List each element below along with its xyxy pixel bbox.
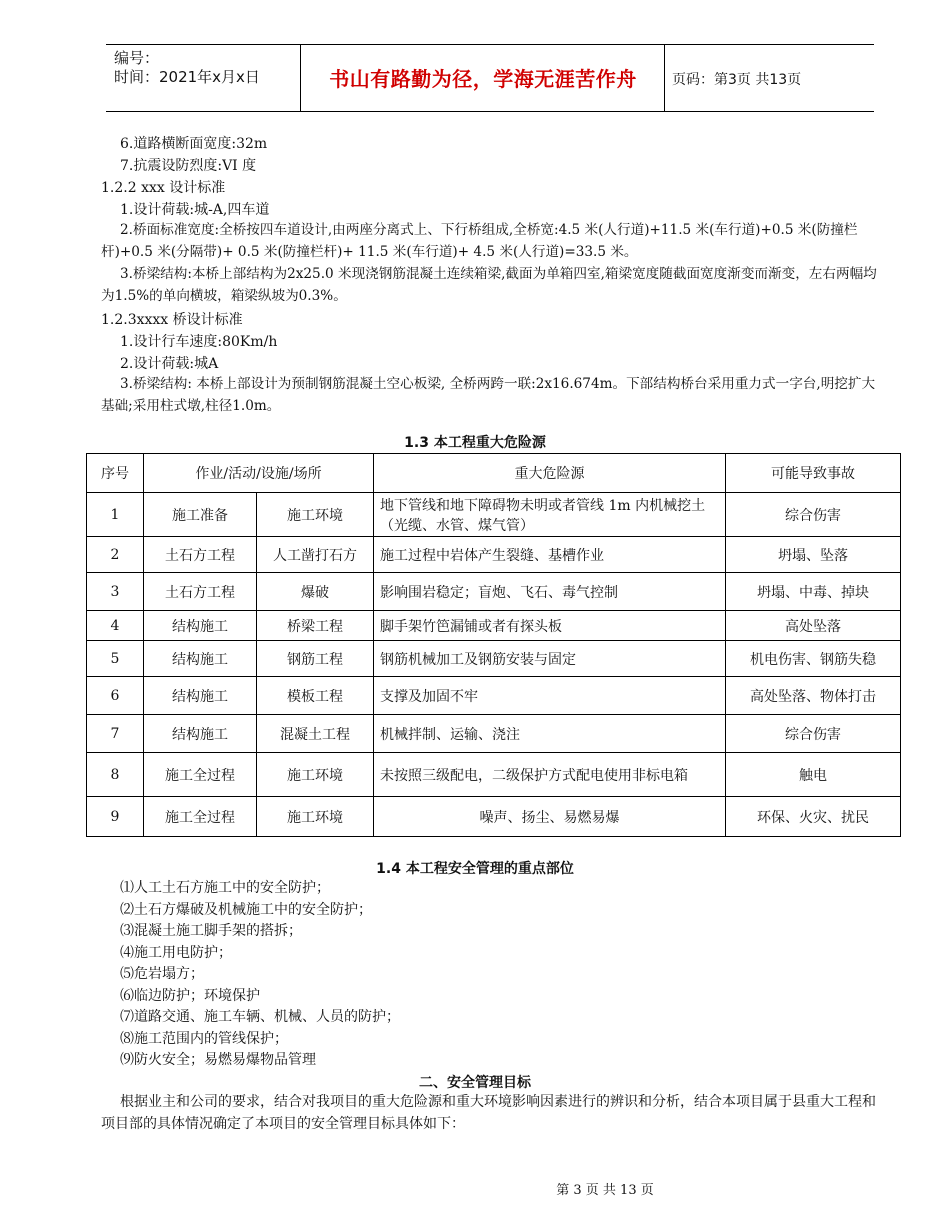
row-number-cell: 6 (87, 677, 144, 715)
accident-cell: 触电 (726, 753, 901, 797)
header-motto: 书山有路勤为径，学海无涯苦作舟 (329, 67, 637, 91)
table-row (87, 493, 901, 537)
header-divider (664, 45, 665, 111)
accident-cell: 高处坠落、物体打击 (726, 677, 901, 715)
table-row (87, 677, 901, 715)
paragraph-safety-goal: 根据业主和公司的要求，结合对我项目的重大危险源和重大环境影响因素进行的辨识和分析，结合本项目属于县重大工程和项目部的具体情况确定了本项目的安全管理目标具体如下： (101, 1094, 876, 1132)
hazard-cell: 影响围岩稳定；盲炮、飞石、毒气控制 (374, 573, 726, 611)
site-cell: 施工环境 (257, 493, 374, 537)
table-title: 1.3 本工程重大危险源 (404, 435, 546, 451)
hazard-cell: 噪声、扬尘、易燃易爆 (374, 797, 726, 837)
paragraph-bridge-width: 2.桥面标准宽度:全桥按四车道设计,由两座分离式上、下行桥组成,全桥宽:4.5 米(人行道)+11.5 米(车行道)+0.5 米(防撞栏杆)+0.5 米(分隔带)+ 0.5 米(防撞栏杆)+ 11.5 米(车行道)+ 4.5 米(人行道)=33.5 米。 (101, 222, 858, 260)
activity-cell: 施工全过程 (144, 753, 257, 797)
activity-cell: 土石方工程 (144, 573, 257, 611)
list-item: ⑴人工土石方施工中的安全防护； (120, 880, 330, 896)
site-cell: 爆破 (257, 573, 374, 611)
list-item: ⑺道路交通、施工车辆、机械、人员的防护； (120, 1009, 400, 1025)
activity-cell: 结构施工 (144, 715, 257, 753)
row-number-cell: 5 (87, 641, 144, 677)
text-line: 1.设计荷载:城-A,四车道 (120, 202, 270, 218)
hazard-cell: 支撑及加固不牢 (374, 677, 726, 715)
list-item: ⑶混凝土施工脚手架的搭拆； (120, 923, 302, 939)
activity-cell: 施工准备 (144, 493, 257, 537)
header-no: 序号 (87, 454, 144, 493)
row-number-cell: 7 (87, 715, 144, 753)
row-number-cell: 8 (87, 753, 144, 797)
row-number-cell: 2 (87, 537, 144, 573)
table-row (87, 537, 901, 573)
text-line: 6.道路横断面宽度:32m (120, 136, 268, 152)
hazard-table (86, 453, 901, 837)
accident-cell: 高处坠落 (726, 611, 901, 641)
paragraph-bridge2-structure: 3.桥梁结构: 本桥上部设计为预制钢筋混凝土空心板梁, 全桥两跨一联:2x16.674m。下部结构桥台采用重力式一字台,明挖扩大基础;采用柱式墩,柱径1.0m。 (101, 376, 876, 414)
header-divider (300, 45, 301, 111)
key-parts-title: 1.4 本工程安全管理的重点部位 (376, 861, 574, 877)
site-cell: 模板工程 (257, 677, 374, 715)
table-row (87, 611, 901, 641)
accident-cell: 综合伤害 (726, 493, 901, 537)
row-number-cell: 9 (87, 797, 144, 837)
list-item: ⑼防火安全；易燃易爆物品管理 (120, 1052, 316, 1068)
hazard-cell: 施工过程中岩体产生裂缝、基槽作业 (374, 537, 726, 573)
site-cell: 施工环境 (257, 797, 374, 837)
activity-cell: 施工全过程 (144, 797, 257, 837)
list-item: ⑹临边防护；环境保护 (120, 987, 260, 1004)
site-cell: 桥梁工程 (257, 611, 374, 641)
activity-cell: 结构施工 (144, 677, 257, 715)
accident-cell: 坍塌、坠落 (726, 537, 901, 573)
list-item: ⑷施工用电防护； (120, 944, 232, 961)
site-cell: 人工凿打石方 (257, 537, 374, 573)
list-item: ⑵土石方爆破及机械施工中的安全防护； (120, 901, 372, 918)
section-title: 二、安全管理目标 (419, 1075, 531, 1091)
header-meta (114, 49, 260, 87)
table-row (87, 797, 901, 837)
table-header-row (87, 454, 901, 493)
header-activity: 作业/活动/设施/场所 (144, 454, 374, 493)
row-number-cell: 1 (87, 493, 144, 537)
accident-cell: 综合伤害 (726, 715, 901, 753)
key-parts-list (120, 878, 400, 1072)
text-line: 2.设计荷载:城A (120, 356, 219, 372)
hazard-cell: 未按照三级配电，二级保护方式配电使用非标电箱 (374, 753, 726, 797)
activity-cell: 结构施工 (144, 611, 257, 641)
section-heading: 1.2.3xxxx 桥设计标准 (101, 312, 243, 328)
site-cell: 钢筋工程 (257, 641, 374, 677)
paragraph-bridge-structure: 3.桥梁结构:本桥上部结构为2x25.0 米现浇钢筋混凝土连续箱梁,截面为单箱四室,箱梁宽度随截面宽度渐变而渐变，左右两幅均为1.5%的单向横坡，箱梁纵坡为0.3%。 (101, 266, 877, 304)
activity-cell: 土石方工程 (144, 537, 257, 573)
doc-number-label: 编号： (114, 49, 160, 67)
hazard-cell: 脚手架竹笆漏铺或者有探头板 (374, 611, 726, 641)
page-footer: 第 3 页 共 13 页 (556, 1183, 654, 1198)
header-hazard: 重大危险源 (374, 454, 726, 493)
page-header (106, 44, 874, 112)
table-row (87, 573, 901, 611)
hazard-cell: 地下管线和地下障碍物未明或者管线 1m 内机械挖土（光缆、水管、煤气管） (374, 493, 726, 537)
text-line: 1.设计行车速度:80Km/h (120, 334, 278, 350)
list-item: ⑻施工范围内的管线保护； (120, 1030, 288, 1047)
text-line: 7.抗震设防烈度:VI 度 (120, 158, 257, 174)
accident-cell: 环保、火灾、扰民 (726, 797, 901, 837)
row-number-cell: 3 (87, 573, 144, 611)
list-item: ⑸危岩塌方； (120, 966, 204, 982)
table-row (87, 753, 901, 797)
section-heading: 1.2.2 xxx 设计标准 (101, 180, 226, 196)
time-label: 时间：2021年x月x日 (114, 68, 260, 86)
hazard-cell: 机械拌制、运输、浇注 (374, 715, 726, 753)
hazard-cell: 钢筋机械加工及钢筋安装与固定 (374, 641, 726, 677)
header-accident: 可能导致事故 (726, 454, 901, 493)
activity-cell: 结构施工 (144, 641, 257, 677)
table-row (87, 641, 901, 677)
header-page-number: 页码：第3页 共13页 (672, 72, 802, 88)
site-cell: 混凝土工程 (257, 715, 374, 753)
site-cell: 施工环境 (257, 753, 374, 797)
row-number-cell: 4 (87, 611, 144, 641)
accident-cell: 机电伤害、钢筋失稳 (726, 641, 901, 677)
table-row (87, 715, 901, 753)
accident-cell: 坍塌、中毒、掉块 (726, 573, 901, 611)
